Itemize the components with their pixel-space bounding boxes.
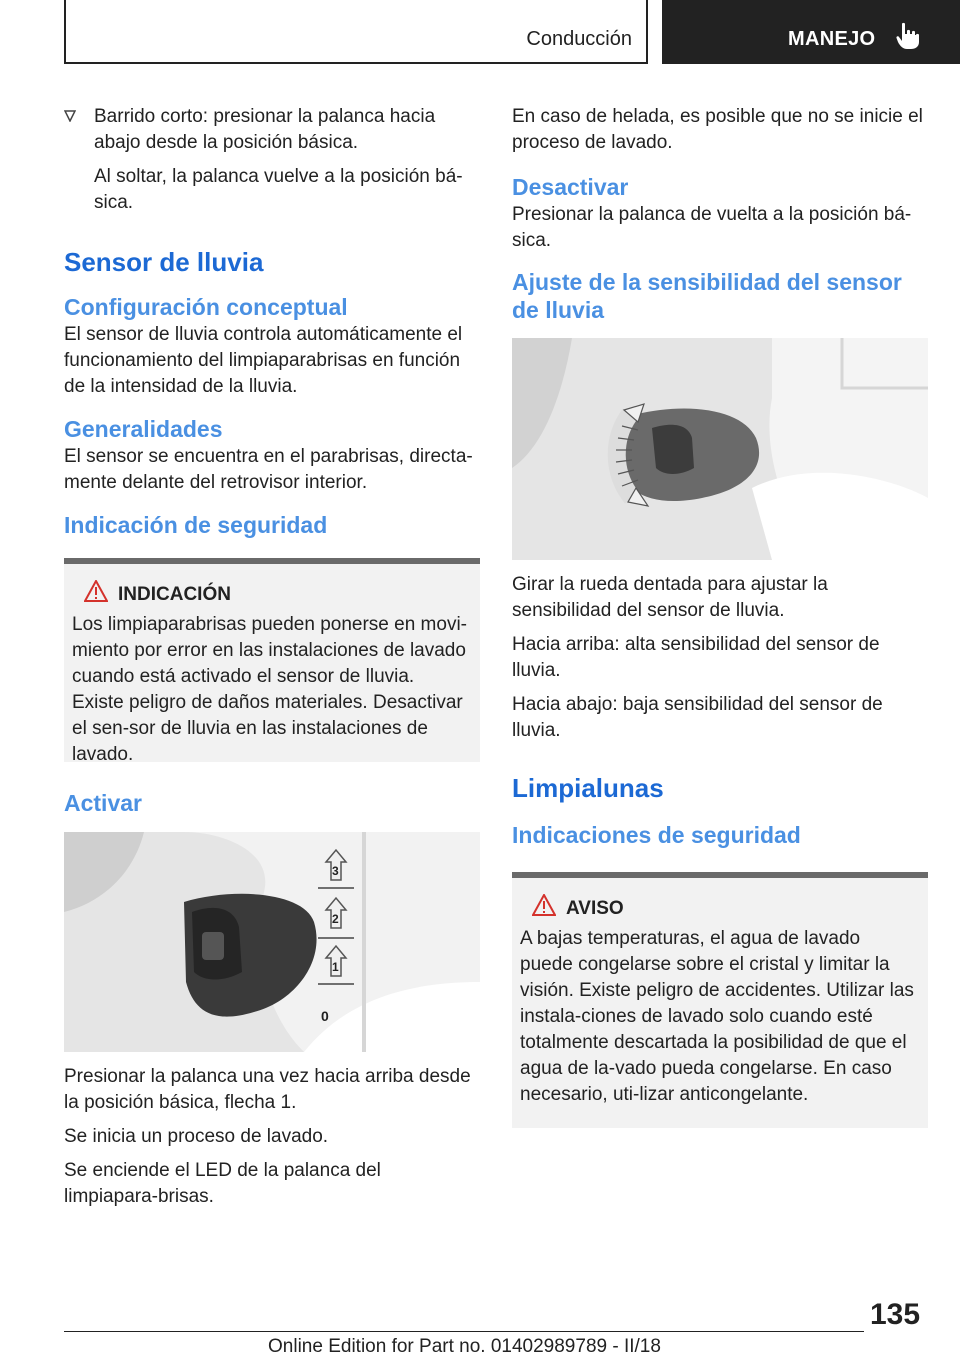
sensitivity-figure (512, 338, 928, 560)
header-chapter-title: MANEJO (788, 28, 876, 50)
heading-deactivate: Desactivar (512, 174, 629, 200)
warning-title-text: AVISO (566, 898, 624, 919)
notice-title-text: INDICACIÓN (118, 584, 231, 605)
sensitivity-text-2: Hacia arriba: alta sensibilidad del sensor de lluvia. (512, 634, 880, 681)
sensitivity-text-1: Girar la rueda dentada para ajustar la sensibilidad del sensor de lluvia. (512, 574, 828, 621)
fig-label-0: 0 (321, 1008, 329, 1024)
activate-text-1: Presionar la palanca una vez hacia arriba desde la posición básica, flecha 1. (64, 1066, 471, 1113)
release-note: Al soltar, la palanca vuelve a la posición bá‐sica. (94, 166, 463, 213)
triangle-bullet-icon (64, 110, 76, 122)
warning-triangle-icon (532, 894, 556, 916)
right-column (512, 104, 928, 1128)
activate-text-2: Se inicia un proceso de lavado. (64, 1126, 329, 1147)
fig-label-3: 3 (332, 864, 339, 878)
warning-title (520, 898, 916, 920)
fig-label-1: 1 (332, 960, 339, 974)
notice-box (64, 558, 480, 765)
header-section-title: Conducción (526, 28, 632, 50)
heading-washer: Limpialunas (512, 773, 664, 803)
heading-activate: Activar (64, 790, 142, 816)
heading-general: Generalidades (64, 416, 223, 442)
heading-sensitivity: Ajuste de la sensibilidad del sensor de lluvia (512, 269, 902, 323)
wiper-lever-illustration (64, 832, 480, 1052)
frost-text: En caso de helada, es posible que no se inicie el proceso de lavado. (512, 106, 923, 153)
left-column (64, 104, 480, 1218)
footer-edition: Online Edition for Part no. 01402989789 - II/18 (268, 1336, 661, 1357)
warning-triangle-icon (84, 580, 108, 602)
hand-pointer-icon (896, 22, 922, 50)
warning-box (512, 872, 928, 1128)
heading-rain-sensor: Sensor de lluvia (64, 247, 264, 277)
deactivate-text: Presionar la palanca de vuelta a la posición bá‐sica. (512, 204, 912, 251)
heading-safety-note: Indicación de seguridad (64, 512, 328, 538)
bullet-item (64, 104, 480, 156)
bullet-text: Barrido corto: presionar la palanca hacia abajo desde la posición básica. (94, 106, 436, 153)
concept-text: El sensor de lluvia controla automáticamente el funcionamiento del limpiaparabrisas en función de la intensidad de la lluvia. (64, 324, 463, 397)
header-chapter-box (662, 0, 960, 64)
notice-title (72, 584, 468, 606)
sensitivity-wheel-illustration (512, 338, 928, 560)
general-text: El sensor se encuentra en el parabrisas, directa‐mente delante del retrovisor interior. (64, 446, 473, 493)
activate-text-3: Se enciende el LED de la palanca del limpiapara‐brisas. (64, 1160, 381, 1207)
header-section-box (64, 0, 648, 64)
lever-figure (64, 832, 480, 1052)
heading-safety-plural: Indicaciones de seguridad (512, 822, 801, 848)
heading-concept: Configuración conceptual (64, 294, 348, 320)
footer-divider (64, 1331, 864, 1332)
fig-label-2: 2 (332, 912, 339, 926)
sensitivity-text-3: Hacia abajo: baja sensibilidad del sensor de lluvia. (512, 694, 883, 741)
warning-text: A bajas temperaturas, el agua de lavado puede congelarse sobre el cristal y limitar la visión. Existe peligro de accidentes. Utilizar las instala‐ciones de lavado solo cuando esté totalmente descartada la posibilidad de que el agua de la‐vado pueda congelarse. En caso necesario, uti‐lizar anticongelante. (520, 928, 914, 1105)
notice-text: Los limpiaparabrisas pueden ponerse en movi‐miento por error en las instalaciones de lavado cuando está activado el sensor de lluvia. Existe peligro de daños materiales. Desactivar el sen‐sor de lluvia en las instalaciones de lavado. (72, 614, 468, 765)
page-number: 135 (870, 1298, 921, 1331)
